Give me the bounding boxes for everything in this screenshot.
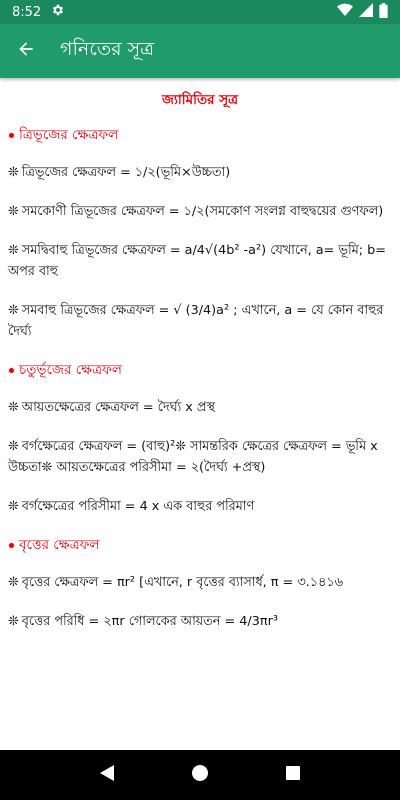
wifi-icon [337,3,353,21]
nav-recents-button[interactable] [273,755,313,795]
formula-item [8,611,392,632]
formula-text: সমকোণী ত্রিভূজের ক্ষেত্রফল = ১/২(সমকোণ সংলগ্ন বাহুদ্বয়ের গুণফল) [21,204,384,219]
formula-text: সমবাহু ত্রিভূজের ক্ষেত্রফল = √ (3/4)a² ; এখানে, a = যে কোন বাহুর দৈর্ঘ্য [8,303,384,339]
formula-item [8,397,392,418]
formula-text: আয়তক্ষেত্রের ক্ষেত্রফল = দৈর্ঘ্য x প্রস্থ [21,400,215,415]
signal-icon [359,3,373,21]
asterisk-bullet-icon: ❊ [8,575,19,590]
formula-item [8,300,392,342]
status-bar [0,0,400,24]
formula-item [8,496,392,517]
nav-back-button[interactable] [87,755,127,795]
formula-text: ত্রিভূজের ক্ষেত্রফল = ১/২(ভূমি×উচ্চতা) [21,165,231,180]
section-title-quadrilateral [8,360,392,381]
content-scroll-area[interactable] [0,78,400,750]
asterisk-bullet-icon: ❊ [8,400,19,415]
red-bullet-icon [8,367,15,374]
asterisk-bullet-icon: ❊ [8,243,19,258]
status-time: 8:52 [12,4,42,20]
section-title-label: বৃত্তের ক্ষেত্রফল [19,537,100,553]
formula-item [8,162,392,183]
formula-item [8,240,392,282]
formula-item [8,201,392,222]
back-triangle-icon [99,764,115,786]
section-title-circle [8,535,392,556]
home-circle-icon [191,764,209,786]
asterisk-bullet-icon: ❊ [8,614,19,629]
formula-text: বৃত্তের পরিধি = ২πr গোলকের আয়তন = 4/3πr³ [21,614,278,629]
formula-text: বৃত্তের ক্ষেত্রফল = πr² [এখানে, r বৃত্তের ব্যাসার্ধ, π = ৩.১৪১৬ [21,575,343,590]
red-bullet-icon [8,132,15,139]
asterisk-bullet-icon: ❊ [8,303,19,318]
page-title: গনিতের সূত্র [60,38,155,60]
formula-text: বর্গক্ষেত্রের পরিসীমা = 4 x এক বাহুর পরিমাণ [21,499,255,514]
arrow-left-icon [16,39,36,63]
gear-icon [51,3,65,21]
asterisk-bullet-icon: ❊ [8,439,19,454]
recents-square-icon [285,765,301,785]
asterisk-bullet-icon: ❊ [8,204,19,219]
asterisk-bullet-icon: ❊ [8,499,19,514]
back-button[interactable] [0,24,52,78]
red-bullet-icon [8,542,15,549]
section-title-label: চতুর্ভূজের ক্ষেত্রফল [19,362,122,378]
app-bar [0,24,400,78]
section-title-label: ত্রিভূজের ক্ষেত্রফল [19,127,119,143]
section-title-triangle [8,125,392,146]
battery-icon [379,3,388,22]
content-heading: জ্যামিতির সূত্র [161,92,239,108]
formula-text: সমদ্বিবাহু ত্রিভূজের ক্ষেত্রফল = a/4√(4b² -a²) যেখানে, a= ভূমি; b= অপর বাহু [8,243,386,279]
formula-item [8,572,392,593]
formula-item [8,436,392,478]
nav-home-button[interactable] [180,755,220,795]
status-icons [337,3,388,22]
asterisk-bullet-icon: ❊ [8,165,19,180]
formula-text: বর্গক্ষেত্রের ক্ষেত্রফল = (বাহু)²❊ সামন্তরিক ক্ষেত্রের ক্ষেত্রফল = ভূমি x উচ্চতা❊ আয়তক্ষেত্রের পরিসীমা = ২(দৈর্ঘ্য +প্রস্থ) [8,439,378,475]
system-nav-bar [0,750,400,800]
